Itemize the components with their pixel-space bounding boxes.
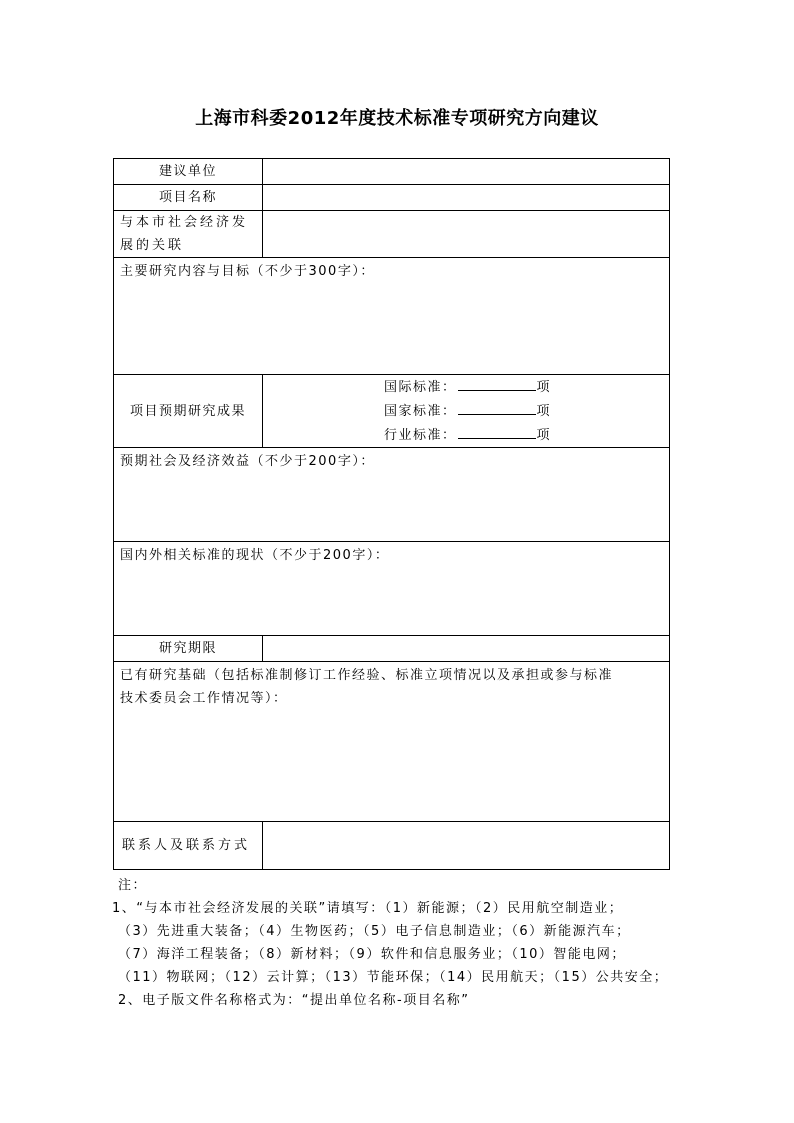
- notes-line-2: （3）先进重大装备；（4）生物医药；（5）电子信息制造业；（6）新能源汽车；: [118, 924, 631, 939]
- relation-field[interactable]: [263, 211, 670, 258]
- natl-std-line: 国家标准： 项: [269, 399, 663, 423]
- period-field[interactable]: [263, 636, 670, 662]
- outcome-label: 项目预期研究成果: [114, 375, 263, 448]
- intl-std-line: 国际标准： 项: [269, 375, 663, 399]
- intl-std-input[interactable]: [458, 375, 536, 391]
- research-content-label: 主要研究内容与目标（不少于300字）：: [120, 264, 375, 279]
- relation-label-line2: 展的关联: [120, 238, 185, 253]
- basis-label-line1: 已有研究基础（包括标准制修订工作经验、标准立项情况以及承担或参与标准: [120, 668, 614, 683]
- unit-field[interactable]: [263, 159, 670, 185]
- ind-std-input[interactable]: [458, 423, 536, 439]
- notes-section: [112, 874, 674, 1012]
- basis-label-line2: 技术委员会工作情况等）：: [120, 691, 288, 706]
- relation-label: [114, 211, 263, 258]
- status-field[interactable]: [114, 542, 670, 636]
- natl-std-input[interactable]: [458, 399, 536, 415]
- status-label: 国内外相关标准的现状（不少于200字）：: [120, 548, 390, 563]
- project-name-field[interactable]: [263, 185, 670, 211]
- project-name-label: 项目名称: [114, 185, 263, 211]
- notes-heading: 注：: [118, 878, 148, 893]
- benefit-field[interactable]: [114, 448, 670, 542]
- outcome-field: [263, 375, 670, 448]
- ind-std-line: 行业标准： 项: [269, 423, 663, 447]
- page-title: 上海市科委2012年度技术标准专项研究方向建议: [195, 108, 599, 129]
- period-label: 研究期限: [114, 636, 263, 662]
- relation-label-line1: 与本市社会经济发: [120, 215, 249, 230]
- unit-label: 建议单位: [114, 159, 263, 185]
- basis-field[interactable]: [114, 662, 670, 822]
- notes-line-5: 2、电子版文件名称格式为：“提出单位名称-项目名称”: [118, 993, 470, 1008]
- contact-label: 联系人及联系方式: [114, 822, 263, 870]
- proposal-form-table: [113, 158, 670, 870]
- benefit-label: 预期社会及经济效益（不少于200字）：: [120, 454, 375, 469]
- research-content-field[interactable]: [114, 258, 670, 375]
- notes-line-1: 1、“与本市社会经济发展的关联”请填写：（1）新能源；（2）民用航空制造业；: [112, 901, 624, 916]
- notes-line-4: （11）物联网；（12）云计算；（13）节能环保；（14）民用航天；（15）公共安全；: [118, 970, 669, 985]
- notes-line-3: （7）海洋工程装备；（8）新材料；（9）软件和信息服务业；（10）智能电网；: [118, 947, 626, 962]
- contact-field[interactable]: [263, 822, 670, 870]
